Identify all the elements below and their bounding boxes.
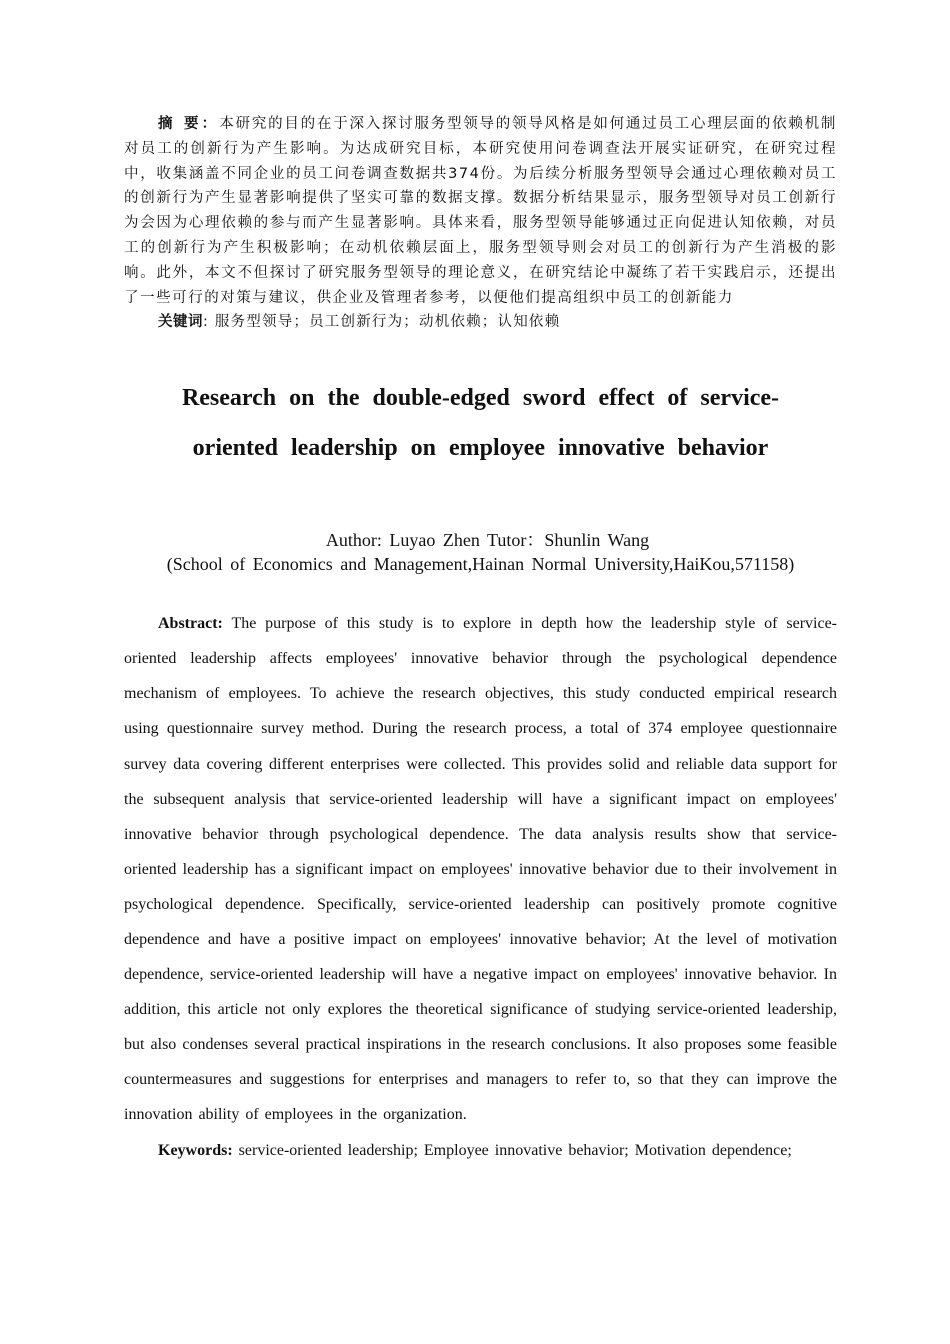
english-abstract	[124, 606, 837, 1132]
author-tutor-line: Author: Luyao Zhen Tutor：Shunlin Wang	[325, 530, 650, 551]
english-abstract-text: The purpose of this study is to explore in depth how the leadership style of service-oriented leadership affects employees' innovative behavior through the psychological dependence mechanism of employees. To achieve the research objectives, this study conducted empirical research using questionnaire survey method. During the research process, a total of 374 employee questionnaire survey data covering different enterprises were collected. This provides solid and reliable data support for the subsequent analysis that service-oriented leadership will have a significant impact on employees' innovative behavior through psychological dependence. The data analysis results show that service-oriented leadership has a significant impact on employees' innovative behavior due to their involvement in psychological dependence. Specifically, service-oriented leadership can positively promote cognitive dependence and have a positive impact on employees' innovative behavior; At the level of motivation dependence, service-oriented leadership will have a negative impact on employees' innovative behavior. In addition, this article not only explores the theoretical significance of studying service-oriented leadership, but also condenses several practical inspirations in the research conclusions. It also proposes some feasible countermeasures and suggestions for enterprises and managers to refer to, so that they can improve the innovation ability of employees in the organization.	[124, 615, 837, 1124]
chinese-keywords	[124, 310, 837, 335]
english-abstract-label: Abstract:	[158, 615, 223, 633]
chinese-abstract	[124, 112, 837, 310]
english-title-line-2: oriented leadership on employee innovative behavior	[192, 435, 769, 462]
affiliation-line: (School of Economics and Management,Hainan Normal University,HaiKou,571158)	[166, 554, 795, 575]
english-title	[124, 373, 837, 473]
english-keywords-text: service-oriented leadership; Employee innovative behavior; Motivation dependence;	[232, 1141, 792, 1159]
english-keywords	[124, 1133, 837, 1168]
paper-content	[124, 112, 837, 1168]
chinese-keywords-label: 关键词	[158, 314, 203, 331]
english-keywords-label: Keywords:	[158, 1141, 233, 1159]
chinese-abstract-text: 本研究的目的在于深入探讨服务型领导的领导风格是如何通过员工心理层面的依赖机制对员工的创新行为产生影响。为达成研究目标，本研究使用问卷调查法开展实证研究，在研究过程中，收集涵盖不同企业的员工问卷调查数据共374份。为后续分析服务型领导会通过心理依赖对员工的创新行为产生显著影响提供了坚实可靠的数据支撑。数据分析结果显示，服务型领导对员工创新行为会因为心理依赖的参与而产生显著影响。具体来看，服务型领导能够通过正向促进认知依赖，对员工的创新行为产生积极影响；在动机依赖层面上，服务型领导则会对员工的创新行为产生消极的影响。此外，本文不但探讨了研究服务型领导的理论意义，在研究结论中凝练了若干实践启示，还提出了一些可行的对策与建议，供企业及管理者参考，以便他们提高组织中员工的创新能力	[124, 116, 837, 306]
chinese-keywords-text: : 服务型领导；员工创新行为；动机依赖；认知依赖	[203, 314, 561, 331]
chinese-abstract-label: 摘 要：	[158, 116, 220, 132]
byline	[124, 528, 837, 576]
english-title-line-1: Research on the double-edged sword effect of service-	[181, 385, 780, 412]
